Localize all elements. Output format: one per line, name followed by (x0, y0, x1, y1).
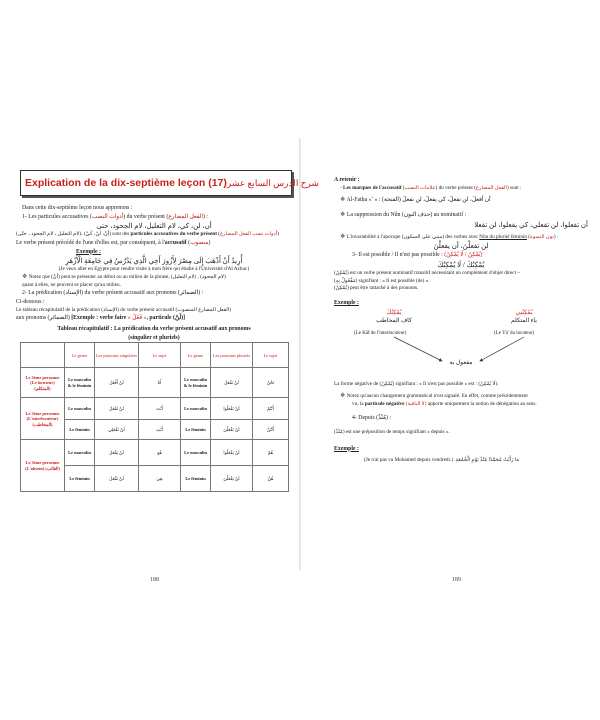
table-row (21, 368, 289, 398)
fatha-pre: Al-Fatḥa « (346, 197, 374, 204)
table-cell: لَنْ يَفْعَلَ (95, 440, 139, 466)
table-cell: Le 2ème personne (L'interlocuteur) (المخاطب) (21, 398, 65, 440)
item-4: 4- Depuis (مُنْذُ) : (352, 415, 391, 422)
intro-text: Dans cette dix-septième leçon nous apprenons : (22, 205, 133, 211)
table-caption-2: (singulier et pluriels) (128, 334, 180, 341)
table-cell: Le féminin (65, 420, 95, 440)
negative-form-line: La forme négative de (يُمْكِنُ) signifiant : « Il n'est pas possible » est : (لَا يُمْكِنُ). (334, 381, 499, 388)
recap-table (20, 342, 289, 492)
diagram-left-fr: (Le Kâf de l'interlocuteur) (354, 331, 407, 337)
table-cell: Le masculin (65, 440, 95, 466)
table-cell: Le masculin (181, 398, 211, 420)
marks-line-end: sont : (508, 184, 522, 191)
mundhu-line: (مُنْذُ) est une préposition de temps signifiant « depuis ». (334, 428, 450, 435)
verb-line-ar: منصوب (190, 240, 209, 246)
table-cell: أَنَا (139, 368, 181, 398)
table-header-cell: Le sujet (139, 343, 181, 368)
example-2-fr: (Je n'ai pas vu Mohamed depuis vendredi.) (364, 457, 453, 464)
item-3-pre: 3- Il est possible / Il n'est pas possible : (352, 252, 445, 259)
diagram-right-node (494, 309, 554, 325)
lesson-title-box (20, 170, 319, 196)
example-arabic: أُرِيدُ أَنْ أَذْهَبَ إِلَى مِصْرَ لِأَزُورَ أَخِي الَّذِي يَدْرُسُ فِي جَامِعَةِ الْأَزْهَرِ (65, 257, 243, 266)
exemple-label: Exemple : (76, 248, 101, 255)
verb-accusative-line: Le verbe présent précédé de l'une d'elles est, par conséquent, à l'accusatif (منصوب) (16, 240, 211, 246)
particles-line-ar: أدوات نصب الفعل المضارع (219, 231, 278, 238)
note-right-2 (334, 401, 588, 409)
table-cell: لَنْ يَفْعَلُوا (211, 440, 253, 466)
note-right-2-end: apporte uniquement la notion de dénégation au sens. (426, 400, 537, 407)
table-cell: لَنْ تَفْعَلْنَ (211, 420, 253, 440)
table-cell: لَنْ تَفْعَلَ (95, 466, 139, 492)
example-2-line (334, 457, 588, 465)
table-header-cell: Le sujet (253, 343, 289, 368)
note-right-2-ar: (لا النافية) (405, 400, 427, 407)
table-cell: هُمْ (253, 440, 289, 466)
invar-pre: L'invariabilité à l'apocope (مبني على السكون) des verbes avec (346, 233, 480, 240)
diagram-left-ar: يُمْكِنُكَ (386, 310, 402, 317)
diamond-bullet-icon: ❖ (340, 197, 346, 204)
marks-line-ar2: الفعل المضارع (475, 184, 507, 191)
table-row (21, 398, 289, 420)
table-cell: لَنْ تَفْعَلُوا (211, 398, 253, 420)
table-cell: Le masculin (65, 398, 95, 420)
marks-line-pre: - (340, 184, 344, 191)
invariability-line: ❖ L'invariabilité à l'apocope (مبني على السكون) des verbes avec Nûn du pluriel féminin (نون النسوة) : (340, 233, 559, 240)
table-cell: Le féminin (181, 466, 211, 492)
right-page (334, 170, 588, 465)
left-page (16, 170, 319, 492)
page-number-left: 188 (150, 577, 159, 583)
note-line-1-text: Notez que (أنْ) peut se présenter au début ou au milieu de la phrase, (لام التعليل) , (لام الجحود) (28, 274, 226, 280)
diagram-right-ar: يُمْكِنُنِي (515, 310, 533, 317)
yumkin-line-3: (يُمْكِنُ) peut être rattaché à des pronoms. (334, 285, 419, 292)
item-3-examples-ar: يُمْكِنُكَ / لَا يُمْكِنُكَ (437, 261, 485, 269)
marks-line-ar: علامات النصب (404, 184, 436, 191)
table-cell: Le masculin (181, 440, 211, 466)
diamond-bullet-icon: ❖ (22, 274, 28, 280)
diagram-right-sub: ياء المتكلم (511, 318, 537, 325)
particles-line: (لام التعليل ، لام الجحود ، حتّى)، (أنْ، لَنْ، كَيْ) sont des particules accusatives du verbe présent (أدوات نصب الفعل المضارع) (16, 231, 279, 238)
invar-underlined: Nûn du pluriel féminin (479, 233, 527, 240)
table-cell: نَحْنُ (253, 368, 289, 398)
note-right-1 (334, 393, 588, 401)
lesson-title-ar: شرح الدرس السابع عشر (226, 177, 319, 188)
item-1-ar1: أدوات النصب (91, 213, 124, 220)
table-cell: لَنْ تَفْعَلِي (95, 420, 139, 440)
fatha-end: » : (الفتحة) أن أفعلَ، لن تفعلَ، كي يفعلَ، لن نفعلَ (373, 197, 491, 204)
table-cell: لَنْ يَفْعَلْنَ (211, 466, 253, 492)
invariability-examples-ar: لن تفعلْنَ، أن يفعلْنَ (433, 242, 489, 251)
pronoun-diagram (334, 307, 588, 371)
item-3-ar: (يُمْكِنُ / لَا يُمْكِنُ) (444, 252, 483, 259)
recap-line-2-pre: aux pronoms (الضمائر) (16, 315, 72, 322)
table-header-cell: Les pronoms pluriels (211, 343, 253, 368)
diagram-center: مفعول به (449, 360, 473, 367)
table-row (21, 440, 289, 466)
note-right-2-pre: vu, la (352, 400, 365, 407)
diamond-bullet-icon: ❖ (340, 393, 346, 400)
item-2: 2- La prédication (الإسناد) du verbe présent accusatif aux pronoms (الضمائر) : (22, 290, 204, 297)
recap-line-2-bold: [Exemple : verbe faire (71, 315, 127, 322)
recap-line-2-end: , particule (لَنْ)] (146, 315, 186, 322)
page-number-right: 189 (452, 577, 461, 583)
table-cell: Le féminin (65, 466, 95, 492)
nun-line (334, 211, 588, 220)
table-header-row (21, 343, 289, 368)
note-line-1 (16, 274, 292, 282)
table-cell: Le féminin (181, 420, 211, 440)
example-2-ar: مَا رَأَيْتُ مُحَمَّدًا مُنْذُ يَوْمِ الْجُمُعَةِ. (454, 457, 520, 464)
table-header-cell: Le genre (181, 343, 211, 368)
table-cell: أَنْتَ (139, 398, 181, 420)
table-cell: هُوَ (139, 440, 181, 466)
table-cell: لَنْ أَفْعَلَ (95, 368, 139, 398)
nun-examples-ar: أن تفعلوا، لن تفعلي، كي يفعلوا، لن تفعلا (474, 220, 588, 229)
recap-line-1: Le tableau récapitulatif de la prédication (الإسناد) du verbe présent accusatif (الفعل المضارع المنصوب) (16, 306, 232, 313)
table-cell: هُنَّ (253, 466, 289, 492)
invar-ar: نون النسوة (530, 233, 554, 240)
example-french: (Je veux aller en Egypte pour rendre visite à mon frère qui étudie à l'Université d'Al Azhar.) (58, 266, 250, 273)
item-3 (334, 251, 588, 260)
book-gutter (299, 138, 301, 570)
recap-line-2-ar: « فَعَلَ » (127, 315, 147, 322)
verb-line-bold: accusatif (164, 240, 187, 246)
ci-dessous: Ci-dessous : (16, 298, 45, 305)
item-1-mid: ) du verbe présent ( (123, 213, 169, 220)
table-caption: Tableau récapitulatif : La prédication du verbe présent accusatif aux pronoms (57, 325, 251, 332)
particles-list-ar: أن، لن، كي، لام التعليل، لام الجحود، حتى (96, 222, 212, 231)
recap-line-2 (16, 314, 292, 323)
diamond-bullet-icon: ❖ (340, 233, 346, 240)
yumkin-line-1: (يُمْكِنُ) est un verbe présent nominatif transitif nécessitant un complément d'objet direct – (334, 270, 520, 276)
table-header-cell: Le genre (65, 343, 95, 368)
table-cell: Le masculin & le féminin (181, 368, 211, 398)
a-retenir-heading: A retenir : (334, 177, 360, 183)
diagram-right-fr: (Le Yâ' du locuteur) (494, 331, 535, 337)
particles-line-bold: particules accusatives du verbe présent (130, 231, 217, 238)
note-right-1-text: Notez qu'aucun changement grammatical n'est signalé. En effet, comme précédemment (346, 393, 528, 400)
marks-line-bold: Les marques de l'accusatif (343, 184, 402, 191)
exemple-label-right: Exemple : (334, 299, 359, 306)
lesson-title-fr: Explication de la dix-septième leçon (17) (25, 177, 227, 189)
yumkin-line-2: (مَفْعُولٌ بِهِ) signifiant : « Il est possible (de) ». (334, 277, 430, 284)
table-cell: لَنْ نَفْعَلَ (211, 368, 253, 398)
diagram-arrow-right (480, 337, 524, 361)
particles-line-pre: (لام التعليل ، لام الجحود ، حتّى)، (أنْ، لَنْ، كَيْ) sont des (16, 231, 131, 238)
diagram-left-node (364, 309, 424, 325)
fatha-line (334, 196, 588, 205)
item-1-pre: 1- Les particules accusatives ( (22, 213, 92, 220)
table-cell: Le 3ème personne (L'absent) (الغائب) (21, 440, 65, 492)
item-1-end: ) : (203, 213, 209, 220)
diamond-bullet-icon: ❖ (340, 212, 346, 218)
item-1-ar2: الفعل المضارع (168, 213, 204, 220)
marks-line: - Les marques de l'accusatif (علامات النصب) du verbe présent (الفعل المضارع) sont : (340, 184, 522, 191)
table-cell: هِيَ (139, 466, 181, 492)
exemple-label-right-2: Exemple : (334, 445, 359, 452)
table-cell: Le 3ème personne (Le locuteur) (المتكلم) (21, 368, 65, 398)
nun-pre: La suppression du Nûn (حذف النون) au nominatif : (346, 212, 467, 218)
marks-line-mid: du verbe présent (437, 184, 475, 191)
note-line-2: quant à elles, ne peuvent se placer qu'au milieu. (22, 281, 121, 288)
note-right-2-bold: particule négative (364, 400, 405, 407)
table-cell: أَنْتِ (139, 420, 181, 440)
table-header-cell: Les pronoms singuliers (95, 343, 139, 368)
table-cell: لَنْ تَفْعَلَ (95, 398, 139, 420)
diagram-arrow-left (394, 337, 442, 361)
item-1 (16, 213, 292, 222)
verb-line-pre: Le verbe présent précédé de l'une d'elles est, par conséquent, à l' (16, 240, 165, 246)
table-cell: أَنْتُمْ (253, 398, 289, 420)
table-cell: أَنْتُنَّ (253, 420, 289, 440)
diagram-left-sub: كاف المخاطب (376, 318, 412, 325)
table-header-cell (21, 343, 65, 368)
table-cell: Le masculin & le féminin (65, 368, 95, 398)
